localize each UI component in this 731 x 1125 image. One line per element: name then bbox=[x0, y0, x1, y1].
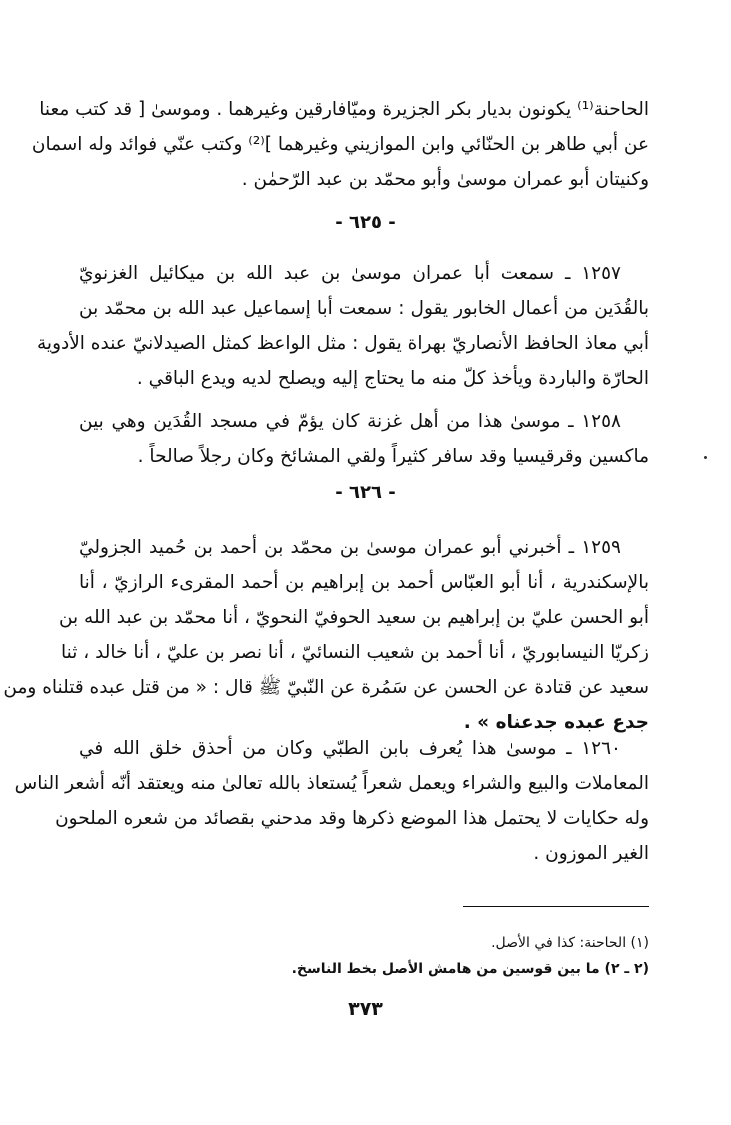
page-number: ٣٧٣ bbox=[348, 998, 383, 1020]
paragraph-1258 bbox=[79, 404, 649, 474]
text-line: ١٢٥٩ ـ أخبرني أبو عمران موسىٰ بن محمّد بن أحمد بن حُميد الجزوليّ bbox=[79, 537, 621, 558]
margin-dot bbox=[704, 456, 707, 459]
footnote: (٢ ـ ٢) ما بين قوسين من هامش الأصل بخط الناسخ. bbox=[291, 961, 649, 977]
text-line: سعيد عن قتادة عن الحسن عن سَمُرة عن النّبيّ ﷺ قال : « من قتل عبده قتلناه ومن bbox=[3, 677, 649, 698]
text-line: بالقُدَين من أعمال الخابور يقول : سمعت أبا إسماعيل عبد الله بن محمّد بن bbox=[79, 298, 649, 319]
text-line: ١٢٥٧ ـ سمعت أبا عمران موسىٰ بن عبد الله بن ميكائيل الغزنويّ bbox=[79, 263, 621, 284]
section-heading: - ٦٢٥ - bbox=[335, 212, 396, 233]
section-heading: - ٦٢٦ - bbox=[335, 482, 396, 503]
paragraph-1259 bbox=[3, 530, 649, 740]
text-line: وله حكايات لا يحتمل هذا الموضع ذكرها وقد مدحني بقصائد من شعره الملحون bbox=[55, 808, 649, 829]
text-line: الحارّة والباردة ويأخذ كلّ منه ما يحتاج إليه ويصلح لديه ويدع الباقي . bbox=[136, 368, 649, 389]
footnote-divider bbox=[463, 906, 649, 907]
text-line: ماكسين وقرقيسيا وقد سافر كثيراً ولقي المشائخ وكان رجلاً صالحاً . bbox=[137, 446, 649, 467]
paragraph-intro bbox=[31, 92, 649, 197]
footnote: (١) الحاحنة: كذا في الأصل. bbox=[491, 935, 649, 951]
paragraph-1260 bbox=[14, 731, 649, 871]
text-line: عن أبي طاهر بن الحنّائي وابن الموازيني وغيرهما ]⁽²⁾ وكتب عنّي فوائد وله اسمان bbox=[31, 134, 649, 155]
text-line: الغير الموزون . bbox=[533, 843, 649, 864]
text-line: زكريّا النيسابوريّ ، أنا أحمد بن شعيب النسائيّ ، أنا نصر بن عليّ ، أنا خالد ، ثنا bbox=[60, 642, 649, 663]
text-line: ١٢٦٠ ـ موسىٰ هذا يُعرف بابن الطبّي وكان من أحذق خلق الله في bbox=[79, 738, 621, 759]
paragraph-1257 bbox=[37, 256, 649, 396]
text-line: ١٢٥٨ ـ موسىٰ هذا من أهل غزنة كان يؤمّ في مسجد القُدَين وهي بين bbox=[79, 411, 621, 432]
text-line: جدع عبده جدعناه » . bbox=[463, 712, 649, 733]
text-line: أبي معاذ الحافظ الأنصاريّ بهراة يقول : مثل الواعظ كمثل الصيدلانيّ عنده الأدوية bbox=[37, 333, 649, 354]
text-line: أبو الحسن عليّ بن إبراهيم بن سعيد الحوفيّ النحويّ ، أنا محمّد بن عبد الله بن bbox=[58, 607, 649, 628]
text-line: بالإسكندرية ، أنا أبو العبّاس أحمد بن إبراهيم بن أحمد المقرىء الرازيّ ، أنا bbox=[79, 572, 649, 593]
text-line: المعاملات والبيع والشراء ويعمل شعراً يُستعاذ بالله تعالىٰ منه ويعتقد أنّه أشعر الناس bbox=[14, 773, 649, 794]
text-line: الحاحنة⁽¹⁾ يكونون بديار بكر الجزيرة وميّافارقين وغيرهما . وموسىٰ [ قد كتب معنا bbox=[39, 99, 649, 120]
text-line: وكنيتان أبو عمران موسىٰ وأبو محمّد بن عبد الرّحمٰن . bbox=[241, 169, 649, 190]
